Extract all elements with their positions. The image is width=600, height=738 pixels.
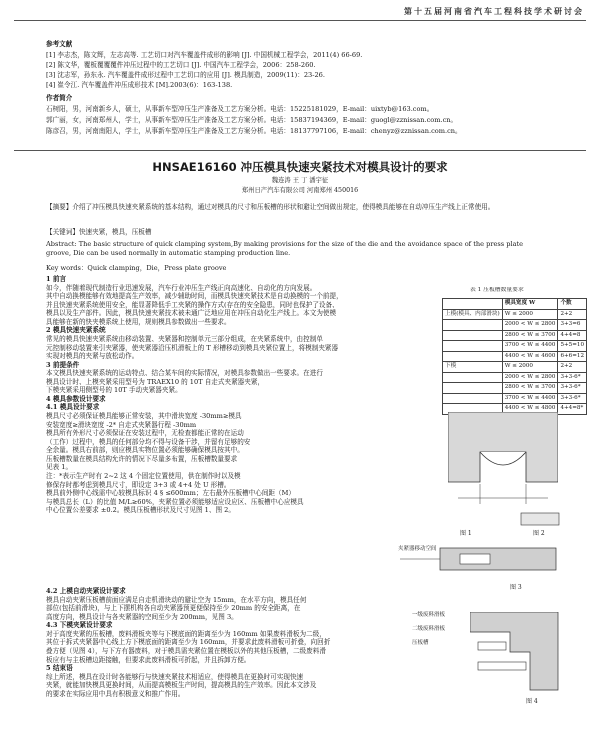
body-line: 下模夹紧采用侧型号的 10T 手动夹紧器夹紧。 — [46, 386, 182, 395]
paper-title: HNSAE16160 冲压模具快速夹紧技术对模具设计的要求 — [152, 160, 448, 174]
refs-title: 参考文献 — [46, 40, 73, 48]
table-cell — [443, 320, 503, 331]
body-line: 修保存时都考虑到模具尺寸，即设定 3+3 或 4+4 处 U 形槽。 — [46, 480, 231, 489]
figure-3-label: 夹紧器移动空间 — [398, 546, 437, 552]
ref-item: [1] 李志杰，陈文辉，左志高等. 工艺切口对汽车覆盖件成形的影响 [J]. 中国机械工程学会，2011(4) 66-69. — [46, 51, 363, 59]
figure-4-label: 一级废料滑板 — [412, 612, 446, 618]
body-line: 模具尺寸必须保证模具能够正常安装，其中滑块宽度 -30mm≥模具 — [46, 412, 242, 420]
table-cell: 2800 < W ≤ 3700 — [502, 330, 558, 341]
table-row — [443, 320, 587, 331]
body-line: 元控制移动装置来引夹紧器，使夹紧器沿压机滑板上的 T 形槽移动到模具夹紧位置上，将模制夹紧器 — [46, 343, 339, 352]
ref-item: [3] 沈志军，孙东永. 汽车覆盖件成形过程中工艺切口的应用 [J]. 模具制造，2009(11)：23-26. — [46, 71, 325, 79]
body-line: 压板槽数量在模具结构允许的情况下尽量多布置，压板槽数量要求 — [46, 454, 238, 463]
table-cell: 3+3=6 — [558, 320, 587, 331]
body-line: 综上所述，模具在设计时各能够行与快速夹紧技术相适应，使得模具在更换时可实现快速 — [46, 672, 304, 681]
section-heading: 4 模具参数设计要求 — [46, 394, 106, 403]
table-cell: 4+4=8* — [558, 404, 587, 415]
body-line: 模具以及生产部件。因此，模具快速夹紧技术被未通广泛地应用在冲压自动化生产线上。本文为使模 — [46, 309, 337, 318]
body-line: 全余量。模具右前部，则应模具实物位置必须能够确保模具按其中。 — [46, 446, 244, 455]
table-cell: 4+4=8 — [558, 330, 587, 341]
body-line: 常见的模具快速夹紧系统由移动装置、夹紧器和控制单元三部分组成，在夹紧系统中，由控制单 — [46, 334, 323, 343]
params-table — [442, 298, 587, 415]
figure-4-label: 压板槽 — [412, 640, 429, 646]
table-row — [443, 330, 587, 341]
body-line: 中心位置公差要求 ±0.2。模具压板槽形状及尺寸见图 1、图 2。 — [46, 506, 235, 515]
body-line: （工作）过程中，模具的任何部分均不得与设备干涉，并留有足够的安 — [46, 437, 251, 446]
body-line: 如今，伴随着现代制造行业迅速发展，汽车行业冲压生产线正向高速化、自动化的方向发展。 — [46, 283, 317, 292]
body-line: 模具前外侧中心线需中心较模具标识 4 § ≤600mm；左右最外压板槽中心间距（M） — [46, 489, 295, 498]
figure-1-caption: 图 1 — [460, 530, 472, 537]
ref-item: [2] 陈文华，覆板覆覆覆件冲压过程中的工艺切口 [J]. 中国汽车工程学会，2006：258-260. — [46, 61, 316, 69]
table-cell: 4400 < W ≤ 4800 — [502, 404, 558, 415]
table-cell: 2000 < W ≤ 2800 — [502, 372, 558, 383]
section-heading: 1 前言 — [46, 275, 67, 283]
table-cell: W ≤ 2000 — [502, 309, 558, 320]
figure-4-label: 二级废料滑板 — [412, 626, 446, 632]
abstract-cn: 【摘要】介绍了冲压模具快速夹紧系统的基本结构，通过对模具的尺寸和压板槽的形状和避让空间做出规定，使得模具能够在自动冲压生产线上正常使用。 — [46, 203, 495, 211]
table-cell: 3700 < W ≤ 4400 — [502, 393, 558, 404]
table-cell — [443, 351, 503, 362]
section-heading: 3 前提条件 — [46, 360, 80, 369]
running-header: 第十五届河南省汽车工程科技学术研讨会 — [404, 6, 584, 16]
body-line: 叠方便（见图 4），与下方有器废料，对于模具需夹紧位置在模板以外的其他压板槽，二级废料滑 — [46, 646, 326, 655]
bios-title: 作者简介 — [46, 94, 73, 102]
table-cell — [443, 330, 503, 341]
body-column-lower — [46, 587, 556, 698]
table-header-cell: 模具宽度 W — [502, 299, 558, 310]
table-cell: 5+5=10 — [558, 341, 587, 352]
abstract-en: Abstract: The basic structure of quick clamping system,By making provisions for the size of the die and the avoidance space of the press plate groove, Die can be used normally in automatic stamping production line. — [46, 240, 524, 257]
table-cell: 上模(模具、内部滑块) — [443, 309, 503, 320]
table-cell: 下模 — [443, 362, 503, 373]
body-line: 板应有与主板槽边距接触，但要求此废料滑板可折起，并且拆卸方便。 — [46, 655, 251, 664]
table-cell: W ≤ 2000 — [502, 362, 558, 373]
ref-item: [4] 崔令江. 汽车覆盖件冲压成形技术 [M].2003(6)：163-138. — [46, 81, 233, 89]
table-row — [443, 372, 587, 383]
table-cell: 4400 < W ≤ 4600 — [502, 351, 558, 362]
table-cell: 3+3-6* — [558, 393, 587, 404]
table-cell: 3+3-6* — [558, 372, 587, 383]
body-line: 其位于拆式夹紧器中心线上方下模底面的距离至少为 160mm，并要求此废料滑板可折叠，向回折 — [46, 638, 331, 647]
table-cell: 2000 < W ≤ 2800 — [502, 320, 558, 331]
section-heading: 5 结束语 — [46, 664, 73, 673]
keywords-en: Key words：Quick clamping，Die，Press plate groove — [46, 264, 227, 272]
paper-authors: 魏连涛 王 丁 潘宇征 — [271, 177, 329, 184]
bio-line: 陈彦召，男，河南南阳人，学士，从事新车型冲压生产准备及工艺方案分析。电话：18137797106，E-mail：chenyz@zznissan.com.cn。 — [46, 127, 462, 135]
table-cell: 2+2 — [558, 362, 587, 373]
section-heading: 4.2 上模自动夹紧设计要求 — [46, 587, 126, 595]
table-row — [443, 341, 587, 352]
table-row — [443, 383, 587, 394]
table-cell — [443, 372, 503, 383]
body-line: 与模具总长（L）的比值 M/L≥60%，夹紧位置必须能够适应设应区、压板槽中心应模具 — [46, 497, 304, 506]
body-line: 具能够在新的快夹模系统上使用，规则模具参数做出一些要求。 — [46, 317, 231, 326]
body-line: 的要求在实际应用中具有积极意义和推广作用。 — [46, 689, 185, 698]
body-line: 模具所有外形尺寸必须保证在安装过程中，无检查都能正常的在运动 — [46, 429, 244, 438]
body-line: 注：*表示生产时有 2~2 这 4 个固定位置使用，供在制作时以及模 — [46, 471, 241, 480]
figure-1-drawing — [448, 412, 558, 510]
table-header-cell — [443, 299, 503, 310]
body-line: 高度方向，模具设计与各夹紧器的空间至少为 200mm，见图 3。 — [46, 612, 238, 621]
table-cell: 6+6=12 — [558, 351, 587, 362]
body-line: 实现对模具的夹紧与放松动作。 — [46, 352, 139, 361]
section-heading: 4.3 下模夹紧设计要求 — [46, 621, 113, 630]
bio-line: 郭广丽，女，河南郑州人，学士，从事新车型冲压生产准备及工艺方案分析。电话：15837194369，E-mail：guogl@zznissan.com.cn。 — [46, 116, 458, 124]
figure-3-caption: 图 3 — [510, 584, 522, 591]
body-line: 见表 1。 — [46, 463, 73, 472]
figure-4-caption: 图 4 — [526, 698, 538, 705]
body-line: 并且快速夹紧系统使用安全，能显著降低手工夹紧的操作方式(存在的安全隐患，同时也保护了设备、 — [46, 300, 339, 309]
figure-2-drawing — [520, 512, 560, 526]
body-line: 其中自动换模能够有效地提高生产效率，减少辅助时间，而模具快速夹紧技术是自动换模的一个前提， — [46, 292, 343, 301]
body-line: 对于高度夹紧的压板槽，废料滑板夹等与下模底面的距离至少为 160mm 如果废料滑板为二级， — [46, 629, 326, 638]
body-line: 安装宽度≥滑块宽度 -2* 自走式夹紧器行程 -30mm — [46, 420, 197, 429]
body-line: 模具自动夹紧压板槽前面应满足自走机滑块动的避让空为 15mm，在水平方向，模具任何 — [46, 595, 307, 604]
table-cell — [443, 341, 503, 352]
table-header-cell: 个数 — [558, 299, 587, 310]
body-column-left — [46, 275, 436, 515]
figure-2-caption: 图 2 — [533, 530, 545, 537]
table-row — [443, 393, 587, 404]
section-heading: 4.1 模具设计要求 — [46, 403, 100, 412]
paper-affiliation: 郑州日产汽车有限公司 河南郑州 450016 — [241, 187, 359, 194]
body-line: 夹紧，就能加快模具更换时间，从而提高模板生产时间，提高模具的生产效率。因此本文涉及 — [46, 681, 317, 690]
header-rule — [14, 20, 586, 21]
body-line: 本文模具快速夹紧系统的运动特点、结合某车间的实际情况，对模具参数做出一些要求。在进行 — [46, 369, 323, 378]
table-cell: 2+2 — [558, 309, 587, 320]
table-row — [443, 362, 587, 373]
table-cell — [443, 383, 503, 394]
body-line: 模具设计时、上模夹紧采用型号为 TRAEX10 的 10T 自走式夹紧器夹紧， — [46, 377, 265, 386]
table-row — [443, 351, 587, 362]
table-cell — [443, 393, 503, 404]
section-heading: 2 模具快速夹紧系统 — [46, 326, 106, 335]
table-cell: 2800 < W ≤ 3700 — [502, 383, 558, 394]
table-row — [443, 309, 587, 320]
section-rule — [14, 150, 586, 151]
table-cell: 3700 < W ≤ 4400 — [502, 341, 558, 352]
body-line: 部位(包括前滑块)，与上下摆机构各自动夹紧器预更便保持至少 20mm 的安全距离，在 — [46, 604, 301, 613]
table1-caption: 表 1 压板槽数量要求 — [470, 287, 524, 293]
bio-line: 石树阳，男，河南新乡人，硕士，从事新车型冲压生产准备及工艺方案分析。电话：15225181029，E-mail：uixtyb@163.com。 — [46, 105, 434, 113]
table-cell: 3+3-6* — [558, 383, 587, 394]
keywords-cn: 【关键词】快速夹紧，模具，压板槽 — [46, 228, 152, 236]
